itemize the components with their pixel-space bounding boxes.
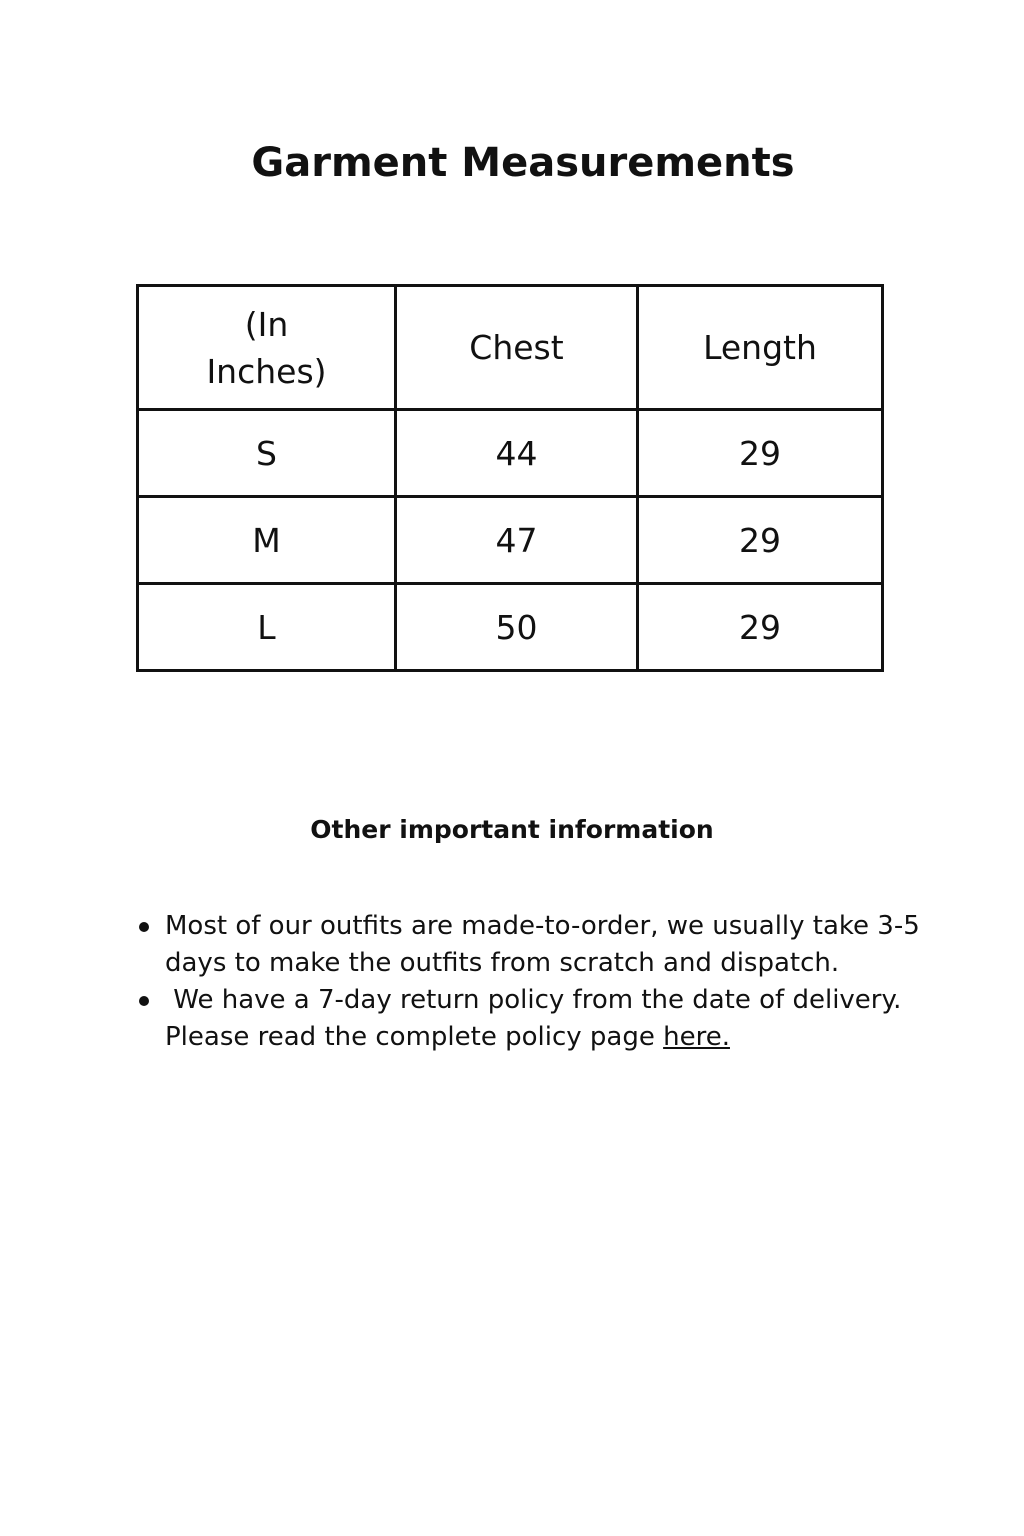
- made-to-order-text: Most of our outfits are made-to-order, we usually take 3-5 days to make the outfits from scratch and dispatch.: [165, 911, 920, 978]
- list-item: [136, 982, 936, 1056]
- length-cell: 29: [638, 584, 883, 671]
- return-policy-text: We have a 7-day return policy from the date of delivery. Please read the complete policy page: [165, 985, 910, 1052]
- list-item: [136, 908, 936, 982]
- length-cell: 29: [638, 497, 883, 584]
- bullet-icon: [139, 922, 149, 932]
- page-title: Garment Measurements: [251, 140, 795, 186]
- size-cell: S: [138, 410, 396, 497]
- measurements-table: [136, 284, 884, 672]
- size-cell: M: [138, 497, 396, 584]
- length-cell: 29: [638, 410, 883, 497]
- table-header-row: [138, 286, 883, 410]
- size-cell: L: [138, 584, 396, 671]
- info-heading: Other important information: [310, 815, 714, 844]
- table-row: [138, 497, 883, 584]
- policy-link[interactable]: here.: [663, 1022, 730, 1052]
- bullet-icon: [139, 996, 149, 1006]
- chest-cell: 47: [396, 497, 638, 584]
- table-row: [138, 410, 883, 497]
- header-chest: Chest: [396, 286, 638, 410]
- chest-cell: 50: [396, 584, 638, 671]
- header-length: Length: [638, 286, 883, 410]
- table-row: [138, 584, 883, 671]
- chest-cell: 44: [396, 410, 638, 497]
- info-list: [136, 908, 936, 1056]
- header-unit: (In Inches): [138, 286, 396, 410]
